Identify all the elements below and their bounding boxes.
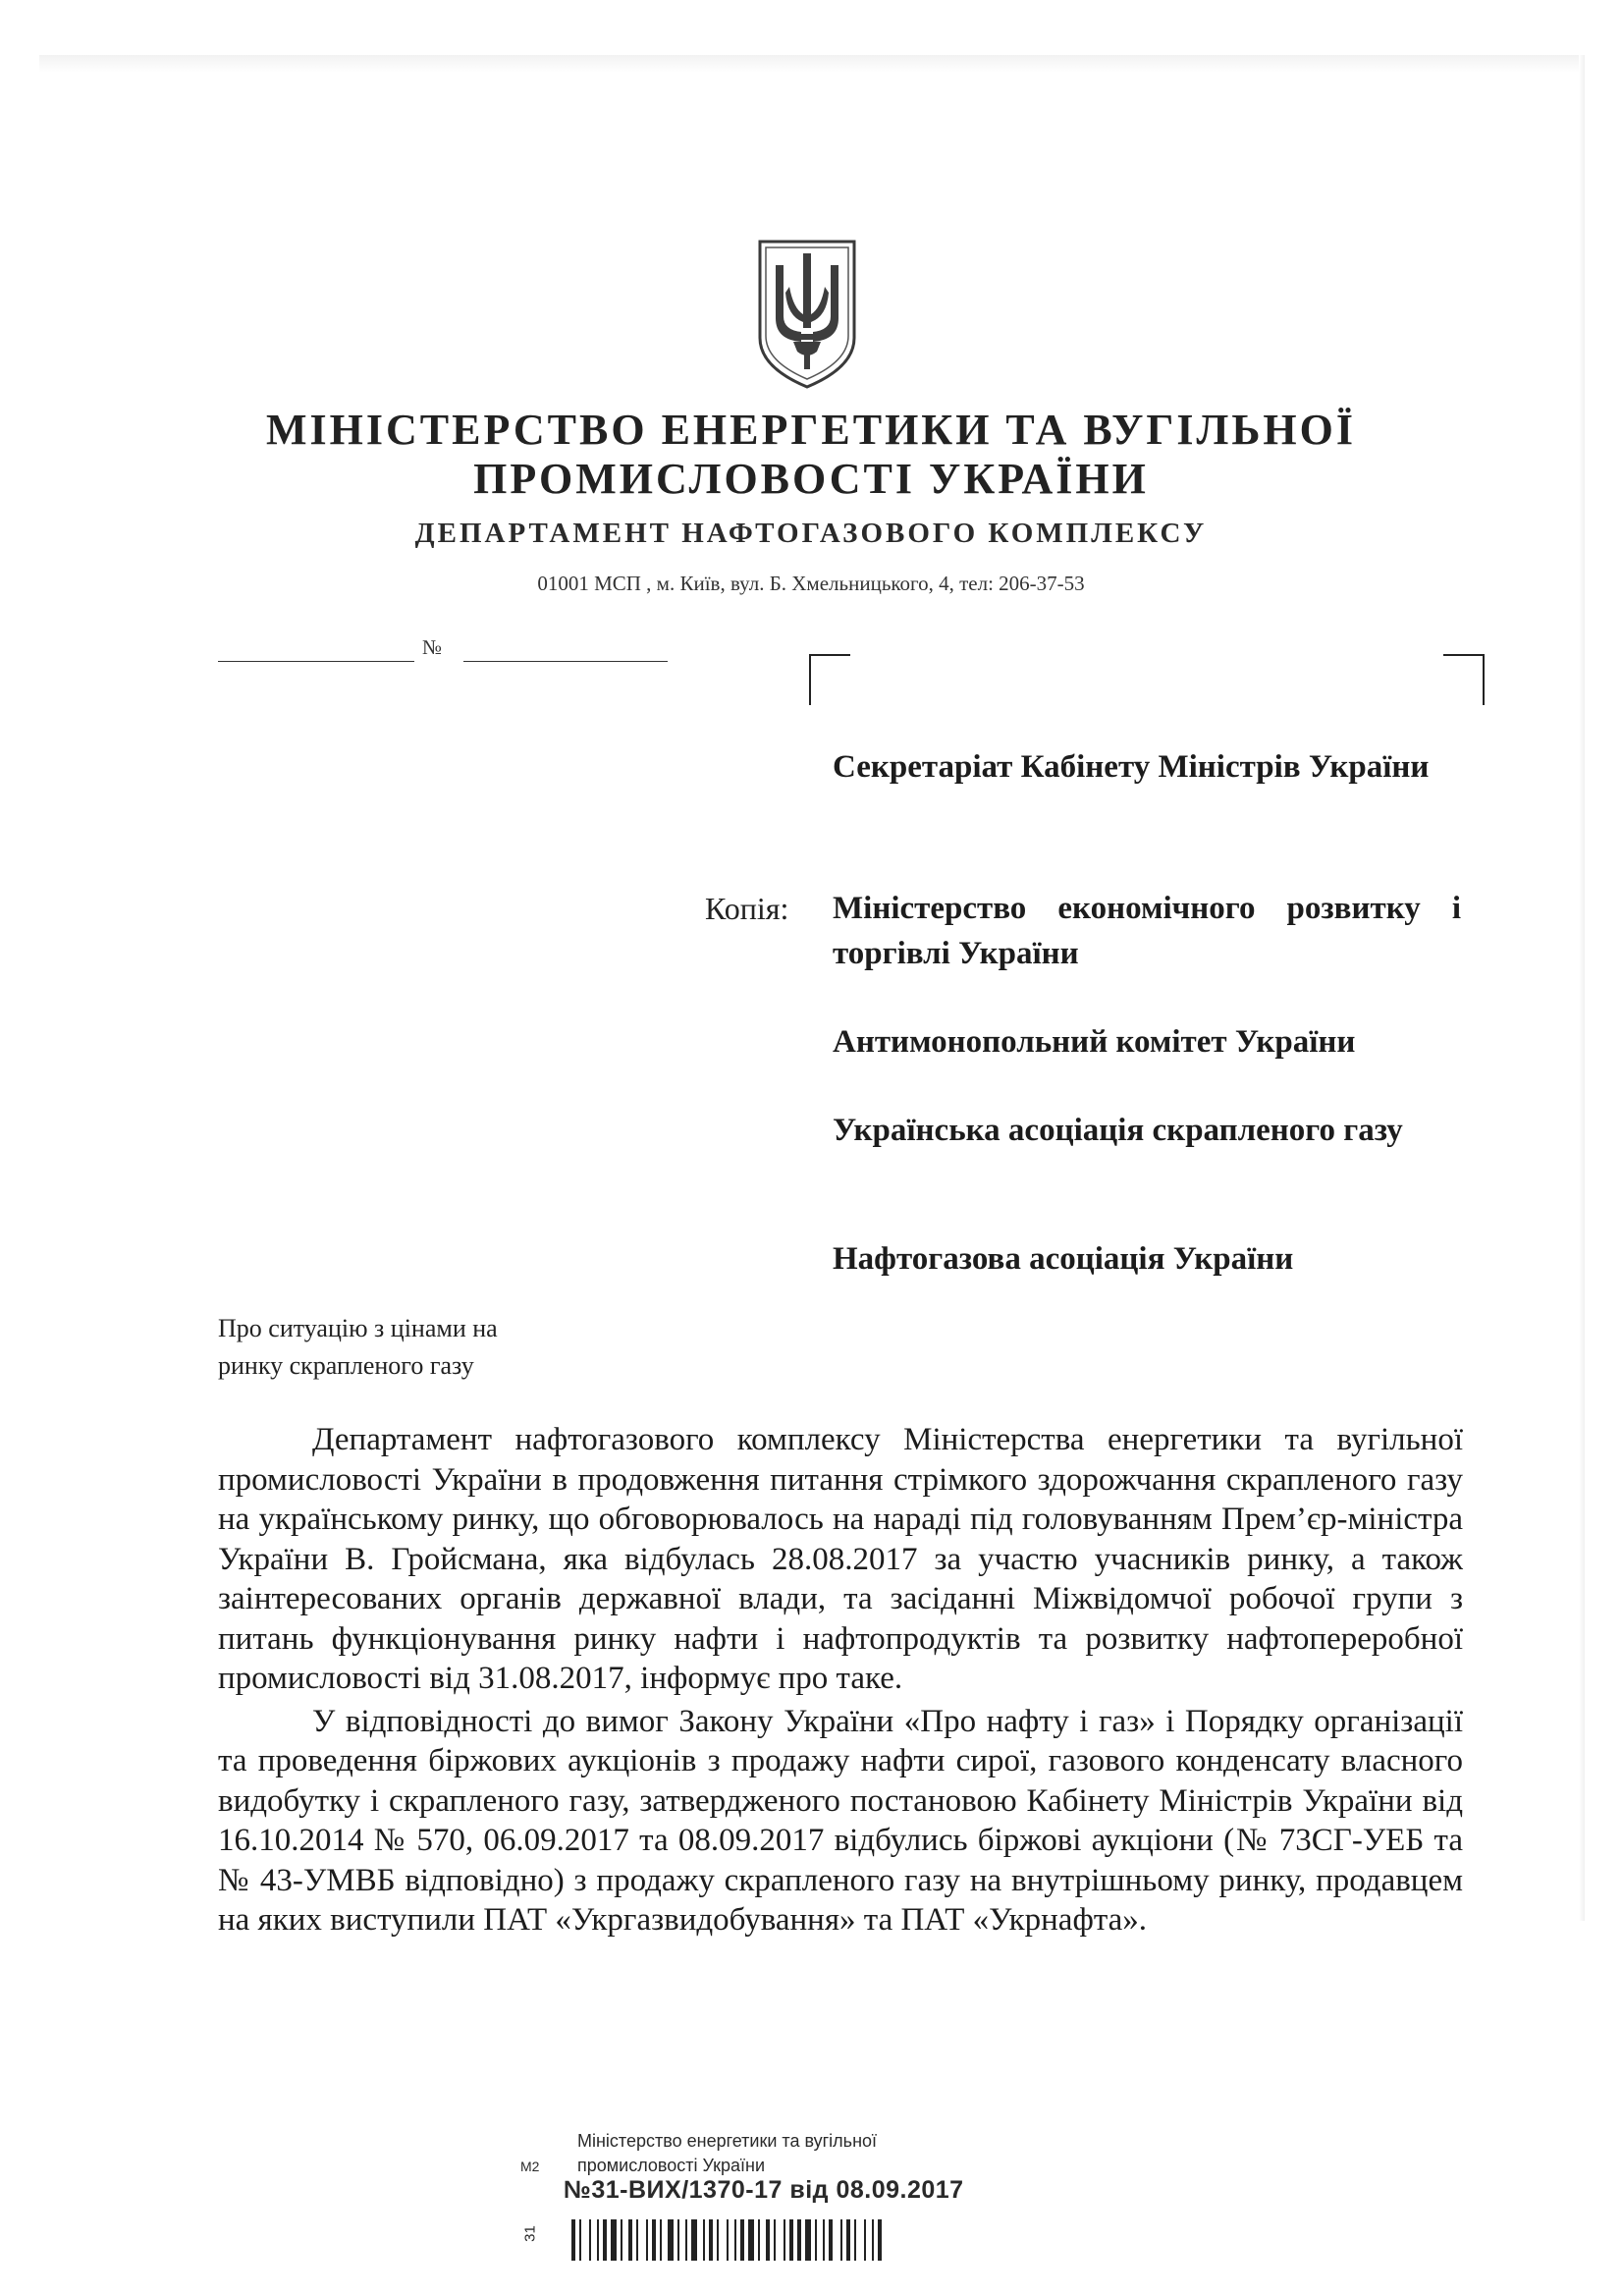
recipient-primary: Секретаріат Кабінету Міністрів України <box>833 749 1430 785</box>
department-title: ДЕПАРТАМЕНТ НАФТОГАЗОВОГО КОМПЛЕКСУ <box>414 518 1208 549</box>
recipient-copy-2: Антимонопольний комітет України <box>833 1024 1356 1060</box>
copy-label: Копія: <box>705 891 789 926</box>
stamp-code: М2 <box>520 2159 540 2174</box>
date-blank-underline <box>218 661 414 662</box>
number-blank-underline <box>463 661 668 662</box>
scan-shadow-top <box>39 55 1583 73</box>
letter-body <box>218 1420 1463 1941</box>
department-address: 01001 МСП , м. Київ, вул. Б. Хмельницького, 4, тел: 206-37-53 <box>537 572 1085 595</box>
recipient-copy-3: Українська асоціація скрапленого газу <box>833 1113 1403 1148</box>
stamp-side-number: 31 <box>521 2225 539 2242</box>
address-corner-right <box>1443 654 1485 705</box>
scan-shadow-right <box>1579 55 1585 1921</box>
ministry-title-line1: МІНІСТЕРСТВО ЕНЕРГЕТИКИ ТА ВУГІЛЬНОЇ <box>266 406 1356 454</box>
barcode-icon <box>571 2219 945 2261</box>
registration-stamp <box>511 2131 1060 2278</box>
stamp-ministry-line1: Міністерство енергетики та вугільної <box>577 2131 878 2151</box>
body-paragraph-2: У відповідності до вимог Закону України «Про нафту і газ» і Порядку організації та проведення біржових аукціонів з продажу нафти сирої, газового конденсату власного видобутку і скрапленого газу, затвердженого постановою Кабінету Міністрів України від 16.10.2014 № 570, 06.09.2017 та 08.09.2017 відбулись біржові аукціони (№ 73СГ-УЕБ та № 43-УМВБ відповідно) з продажу скрапленого газу на внутрішньому ринку, продавцем на яких виступили ПАТ «Укргазвидобування» та ПАТ «Укрнафта». <box>218 1703 1463 1938</box>
letter-subject <box>218 1310 591 1385</box>
stamp-registration-number: №31-ВИХ/1370-17 від 08.09.2017 <box>564 2176 964 2204</box>
subject-line-1: Про ситуацію з цінами на <box>218 1314 498 1342</box>
number-sign: № <box>422 635 443 659</box>
body-paragraph-1: Департамент нафтогазового комплексу Міністерства енергетики та вугільної промисловості України в продовження питання стрімкого здорожчання скрапленого газу на українському ринку, що обговорювалось на нараді під головуванням Прем’єр-міністра України В. Гройсмана, яка відбулась 28.08.2017 за участю учасників ринку, а також заінтересованих органів державної влади, та засіданні Міжвідомчої робочої групи з питань функціонування ринку нафти і нафтопродуктів та розвитку нафтопереробної промисловості від 31.08.2017, інформує про таке. <box>218 1422 1463 1696</box>
recipient-copy-1: Міністерство економічного розвитку і торгівлі України <box>833 891 1461 971</box>
recipient-copy-4: Нафтогазова асоціація України <box>833 1241 1294 1277</box>
registration-line <box>218 635 668 665</box>
subject-line-2: ринку скрапленого газу <box>218 1351 474 1380</box>
stamp-ministry-line2: промисловості України <box>577 2156 766 2175</box>
trident-coat-of-arms-icon <box>754 236 860 391</box>
address-corner-left <box>809 654 850 705</box>
ministry-title-line2: ПРОМИСЛОВОСТІ УКРАЇНИ <box>473 455 1149 503</box>
